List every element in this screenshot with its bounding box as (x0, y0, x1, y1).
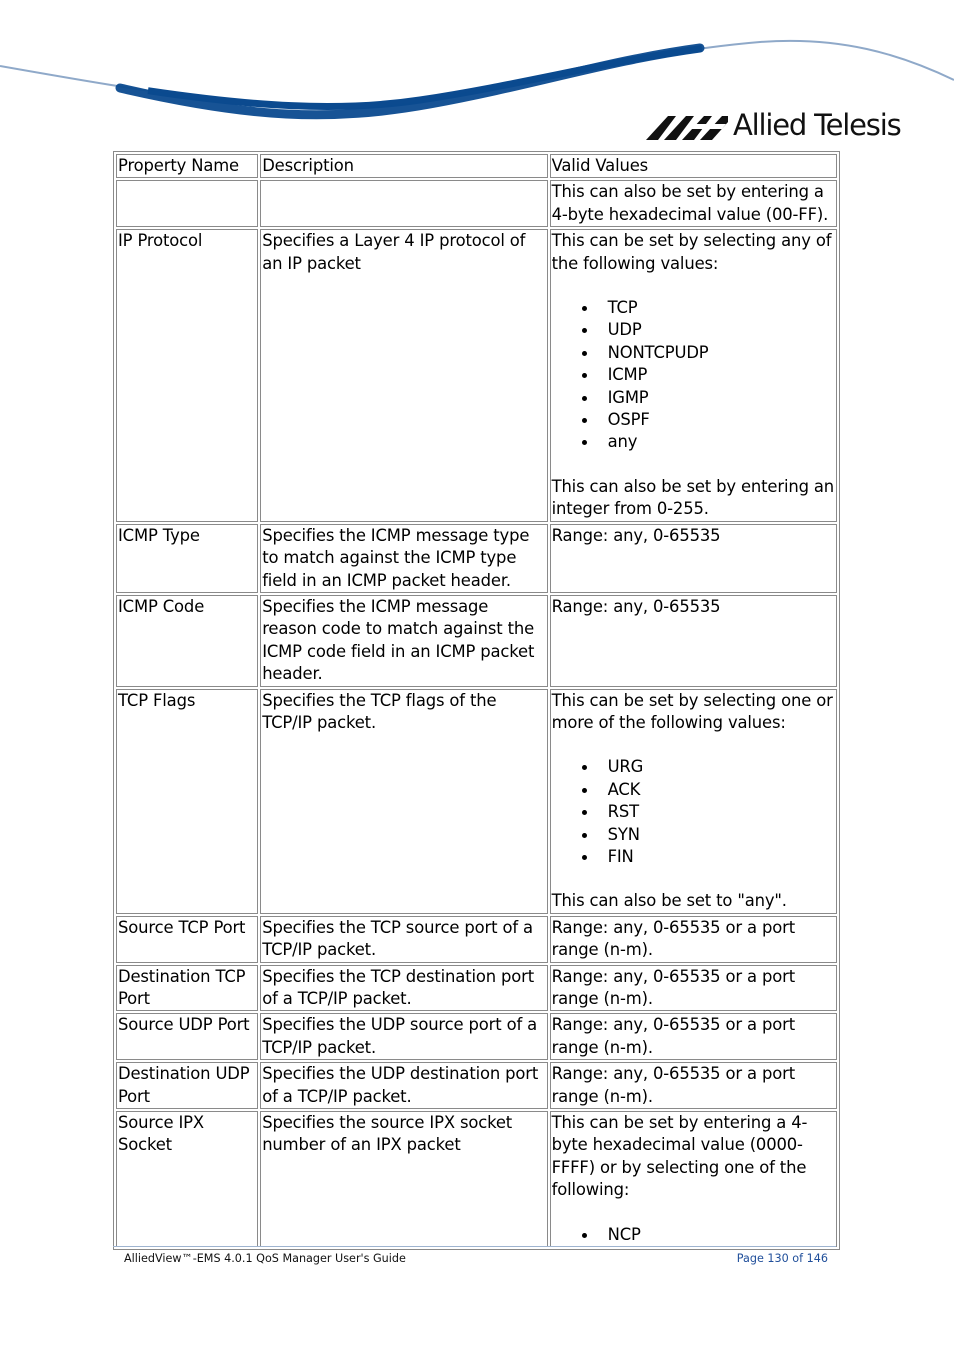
paragraph-spacer (552, 868, 836, 890)
list-item: NCP (608, 1224, 836, 1246)
property-name-cell (116, 180, 258, 227)
list-item: TCP (608, 297, 836, 319)
valid-values-text: Range: any, 0-65535 or a port range (n-m). (551, 1015, 795, 1057)
list-item: ICMP (608, 364, 836, 386)
valid-values-text: This can be set by entering a 4-byte hexadecimal value (0000-FFFF) or by selecting one of the following: (551, 1113, 808, 1200)
description-cell: Specifies the TCP destination port of a TCP/IP packet. (260, 965, 547, 1012)
list-item: OSPF (608, 409, 836, 431)
valid-values-cell (550, 689, 837, 914)
description-cell: Specifies the ICMP message type to match against the ICMP type field in an ICMP packet header. (260, 524, 547, 593)
valid-values-list (552, 1224, 836, 1246)
paragraph-spacer (552, 275, 836, 297)
valid-values-cell (550, 1013, 837, 1060)
list-item: FIN (608, 846, 836, 868)
list-item: SYN (608, 824, 836, 846)
allied-telesis-logo-mark-icon (646, 114, 728, 140)
valid-values-text: Range: any, 0-65535 or a port range (n-m). (551, 917, 795, 960)
header-property-name: Property Name (116, 154, 258, 178)
valid-values-list (552, 756, 836, 868)
valid-values-list (552, 297, 836, 454)
header-valid-values: Valid Values (550, 154, 837, 178)
paragraph-spacer (552, 454, 836, 476)
valid-values-text: This can also be set to "any". (551, 891, 787, 911)
valid-values-text: Range: any, 0-65535 or a port range (n-m). (551, 966, 795, 1008)
property-name-cell: Source UDP Port (116, 1013, 258, 1060)
footer-page-number: Page 130 of 146 (736, 1252, 828, 1265)
footer-divider (113, 1246, 836, 1247)
table-row (116, 524, 837, 593)
valid-values-cell (550, 229, 837, 521)
list-item: NONTCPUDP (608, 342, 836, 364)
valid-values-text: This can be set by selecting one or more of the following values: (551, 690, 833, 732)
table-row (116, 1062, 837, 1109)
property-name-cell: Source IPX Socket (116, 1111, 258, 1247)
valid-values-cell (550, 180, 837, 227)
description-cell: Specifies a Layer 4 IP protocol of an IP packet (260, 229, 547, 521)
footer-title: AlliedView™-EMS 4.0.1 QoS Manager User's Guide (124, 1252, 406, 1265)
valid-values-text: This can be set by selecting any of the following values: (551, 231, 832, 273)
valid-values-cell (550, 916, 837, 963)
list-item: RST (608, 801, 836, 823)
table-row (116, 1013, 837, 1060)
table-body (116, 180, 837, 1247)
table-row (116, 595, 837, 687)
paragraph-spacer (552, 734, 836, 756)
allied-telesis-logo (646, 108, 906, 148)
description-cell: Specifies the TCP flags of the TCP/IP packet. (260, 689, 547, 914)
paragraph-spacer (552, 1202, 836, 1224)
list-item: UDP (608, 319, 836, 341)
property-table (113, 151, 840, 1250)
valid-values-cell (550, 965, 837, 1012)
table-header-row (116, 154, 837, 178)
table-row (116, 916, 837, 963)
description-cell: Specifies the UDP source port of a TCP/IP packet. (260, 1013, 547, 1060)
valid-values-cell (550, 1111, 837, 1247)
valid-values-text: Range: any, 0-65535 (551, 596, 721, 616)
property-name-cell: ICMP Type (116, 524, 258, 593)
table-row (116, 180, 837, 227)
list-item: any (608, 431, 836, 453)
logo-text: Allied Telesis (733, 108, 901, 142)
valid-values-cell (550, 1062, 837, 1109)
property-name-cell: Destination UDP Port (116, 1062, 258, 1109)
description-cell: Specifies the ICMP message reason code to match against the ICMP code field in an ICMP packet header. (260, 595, 547, 687)
valid-values-text: This can also be set by entering a 4-byte hexadecimal value (00-FF). (551, 182, 829, 224)
list-item: URG (608, 756, 836, 778)
description-cell (260, 180, 547, 227)
valid-values-text: Range: any, 0-65535 or a port range (n-m). (551, 1064, 795, 1106)
description-cell: Specifies the TCP source port of a TCP/IP packet. (260, 916, 547, 963)
valid-values-text: Range: any, 0-65535 (551, 525, 721, 545)
valid-values-text: This can also be set by entering an integer from 0-255. (551, 476, 835, 519)
table-row (116, 1111, 837, 1247)
description-cell: Specifies the source IPX socket number of an IPX packet (260, 1111, 547, 1247)
property-name-cell: Source TCP Port (116, 916, 258, 963)
list-item: IGMP (608, 387, 836, 409)
property-name-cell: ICMP Code (116, 595, 258, 687)
description-cell: Specifies the UDP destination port of a TCP/IP packet. (260, 1062, 547, 1109)
valid-values-cell (550, 595, 837, 687)
valid-values-cell (550, 524, 837, 593)
property-name-cell: TCP Flags (116, 689, 258, 914)
list-item: ACK (608, 779, 836, 801)
header-description: Description (260, 154, 547, 178)
table-row (116, 965, 837, 1012)
property-name-cell: Destination TCP Port (116, 965, 258, 1012)
table-row (116, 689, 837, 914)
table-row (116, 229, 837, 521)
property-name-cell: IP Protocol (116, 229, 258, 521)
